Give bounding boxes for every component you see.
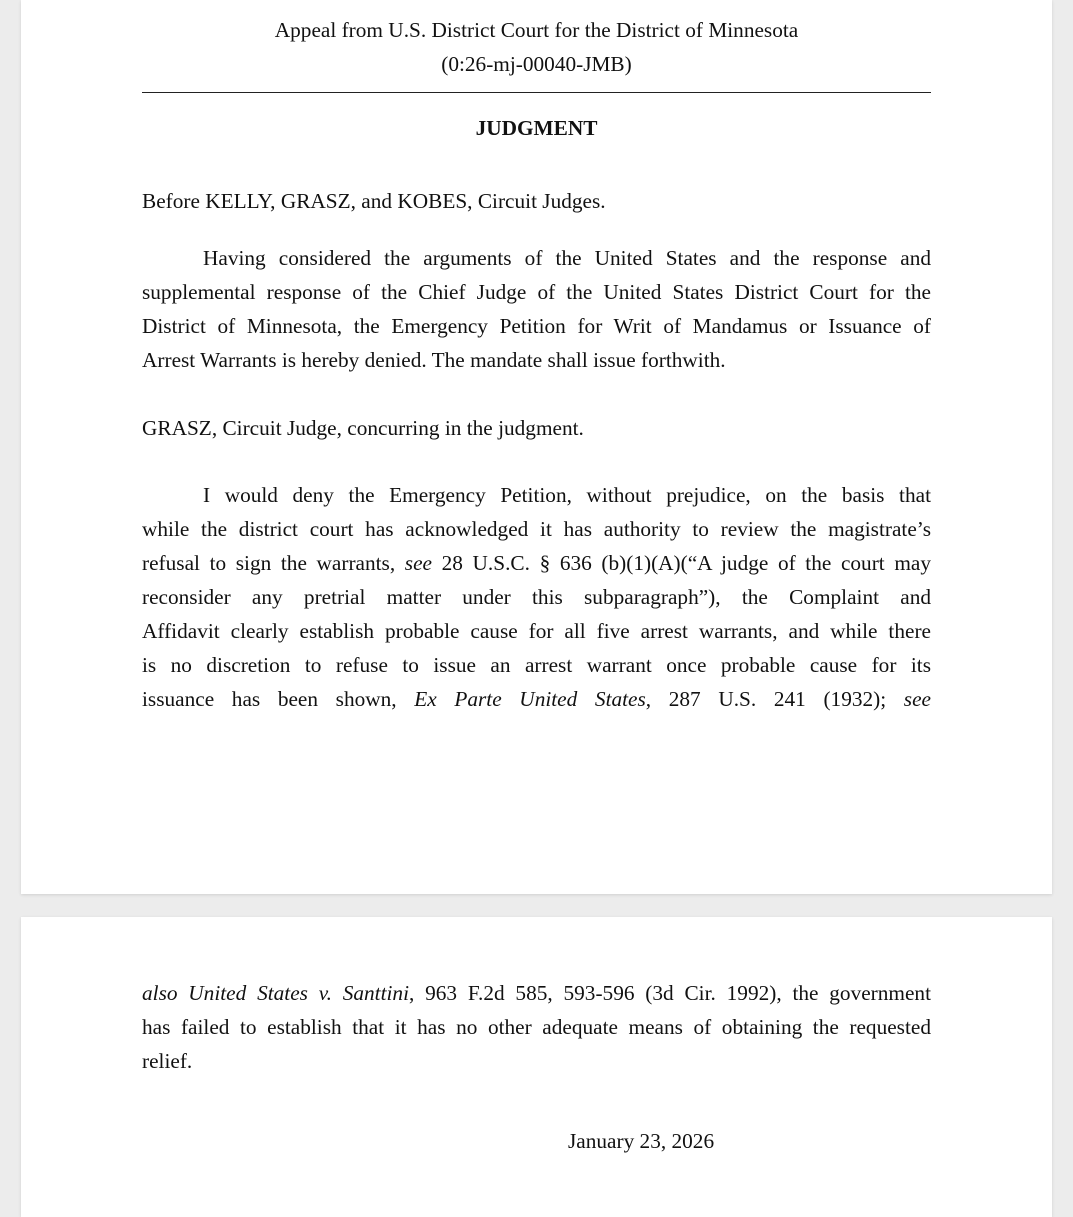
concurrence-line-5: Affidavit clearly establish probable cause for all five arrest warrants, and while there [142,619,931,643]
signal-see: see [404,551,432,575]
order-line-4: Arrest Warrants is hereby denied. The mandate shall issue forthwith. [142,348,726,372]
caption-line-1: Appeal from U.S. District Court for the District of Minnesota [274,18,799,42]
concurrence-line-3: refusal to sign the warrants, see 28 U.S.C. § 636 (b)(1)(A)(“A judge of the court may [142,551,932,575]
concurrence-line-7: issuance has been shown, Ex Parte United States, 287 U.S. 241 (1932); see [142,687,931,711]
case-name: also United States v. Santtini [142,981,409,1005]
concurrence-line-4: reconsider any pretrial matter under this subparagraph”), the Complaint and [142,585,931,609]
concurrence-line-1: I would deny the Emergency Petition, without prejudice, on the basis that [203,483,931,507]
document-page-2 [21,917,1052,1217]
concurrence-line-2: while the district court has acknowledged it has authority to review the magistrate’s [142,517,931,541]
order-line-1: Having considered the arguments of the United States and the response and [203,246,931,270]
concurrence-paragraph [142,478,931,716]
signal-see: see [903,687,931,711]
concurrence-line-6: is no discretion to refuse to issue an arrest warrant once probable cause for its [142,653,931,677]
case-number: (0:26-mj-00040-JMB) [441,52,632,76]
continuation-paragraph [142,976,931,1078]
horizontal-rule [142,92,931,93]
document-title: JUDGMENT [475,116,598,140]
continuation-line-1: also United States v. Santtini, 963 F.2d 585, 593-596 (3d Cir. 1992), the government [142,981,931,1005]
panel-statement: Before KELLY, GRASZ, and KOBES, Circuit Judges. [142,189,606,213]
continuation-line-2: has failed to establish that it has no other adequate means of obtaining the requested [142,1015,931,1039]
judgment-date: January 23, 2026 [568,1129,715,1153]
document-page-1 [21,0,1052,894]
continuation-line-3: relief. [142,1049,193,1073]
order-line-3: District of Minnesota, the Emergency Petition for Writ of Mandamus or Issuance of [142,314,931,338]
order-line-2: supplemental response of the Chief Judge of the United States District Court for the [142,280,931,304]
concurrence-heading: GRASZ, Circuit Judge, concurring in the judgment. [142,416,584,440]
case-name: Ex Parte United States [414,687,646,711]
order-paragraph [142,241,931,377]
court-caption [142,13,931,81]
